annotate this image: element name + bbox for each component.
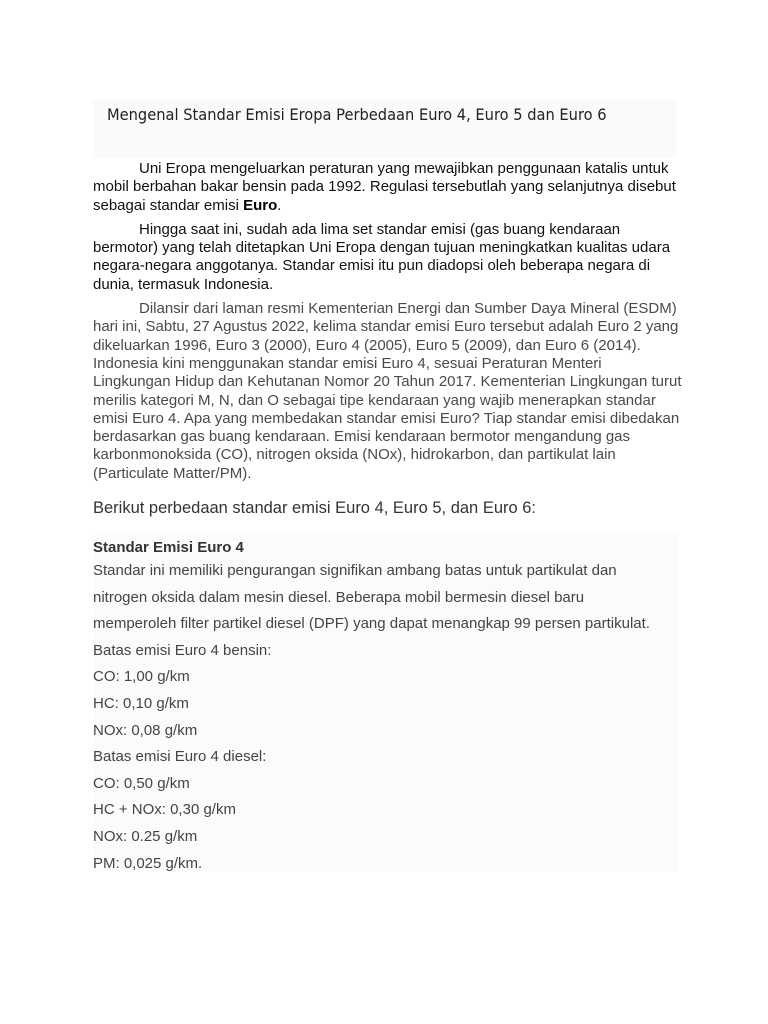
paragraph-2: Hingga saat ini, sudah ada lima set standar emisi (gas buang kendaraan bermotor) yang telah ditetapkan Uni Eropa dengan tujuan meningkatkan kualitas udara negara-negara anggotanya. Standar emisi itu pun diadopsi oleh beberapa negara di dunia, termasuk Indonesia. <box>93 220 671 293</box>
paragraph-1-end: . <box>277 196 282 214</box>
paragraph-1-text: Uni Eropa mengeluarkan peraturan yang mewajibkan penggunaan katalis untuk mobil berbahan bakar bensin pada 1992. Regulasi tersebutlah yang selanjutnya disebut sebagai standar emisi <box>93 160 676 214</box>
section-line: CO: 0,50 g/km <box>93 774 190 792</box>
section-line: Batas emisi Euro 4 bensin: <box>93 641 272 659</box>
paragraph-3: Dilansir dari laman resmi Kementerian Energi dan Sumber Daya Mineral (ESDM) hari ini, Sabtu, 27 Agustus 2022, kelima standar emisi Euro tersebut adalah Euro 2 yang dikeluarkan 1996, Euro 3 (2000), Euro 4 (2005), Euro 5 (2009), dan Euro 6 (2014). Indonesia kini menggunakan standar emisi Euro 4, sesuai Peraturan Menteri Lingkungan Hidup dan Kehutanan Nomor 20 Tahun 2017. Kementerian Lingkungan turut merilis kategori M, N, dan O sebagai tipe kendaraan yang wajib menerapkan standar emisi Euro 4. Apa yang membedakan standar emisi Euro? Tiap standar emisi dibedakan berdasarkan gas buang kendaraan. Emisi kendaraan bermotor mengandung gas karbonmonoksida (CO), nitrogen oksida (NOx), hidrokarbon, dan partikulat lain (Particulate Matter/PM). <box>93 300 682 482</box>
section-line: CO: 1,00 g/km <box>93 668 190 686</box>
differences-subheading: Berikut perbedaan standar emisi Euro 4, Euro 5, dan Euro 6: <box>93 499 537 517</box>
section-line: nitrogen oksida dalam mesin diesel. Beberapa mobil bermesin diesel baru <box>93 588 585 606</box>
euro4-section-heading: Standar Emisi Euro 4 <box>93 539 244 556</box>
article-intro <box>93 160 683 489</box>
article-title: Mengenal Standar Emisi Eropa Perbedaan Euro 4, Euro 5 dan Euro 6 <box>107 105 607 124</box>
section-line: HC: 0,10 g/km <box>93 694 189 712</box>
section-line: PM: 0,025 g/km. <box>93 854 203 872</box>
euro4-section-lines <box>93 558 678 877</box>
section-line: memperoleh filter partikel diesel (DPF) yang dapat menangkap 99 persen partikulat. <box>93 615 650 633</box>
section-line: HC + NOx: 0,30 g/km <box>93 801 236 819</box>
section-line: Standar ini memiliki pengurangan signifikan ambang batas untuk partikulat dan <box>93 562 617 579</box>
paragraph-1 <box>93 160 683 215</box>
section-line: NOx: 0,08 g/km <box>93 721 198 739</box>
section-line: Batas emisi Euro 4 diesel: <box>93 748 267 766</box>
section-line: NOx: 0.25 g/km <box>93 827 198 845</box>
paragraph-1-bold: Euro <box>243 196 278 214</box>
